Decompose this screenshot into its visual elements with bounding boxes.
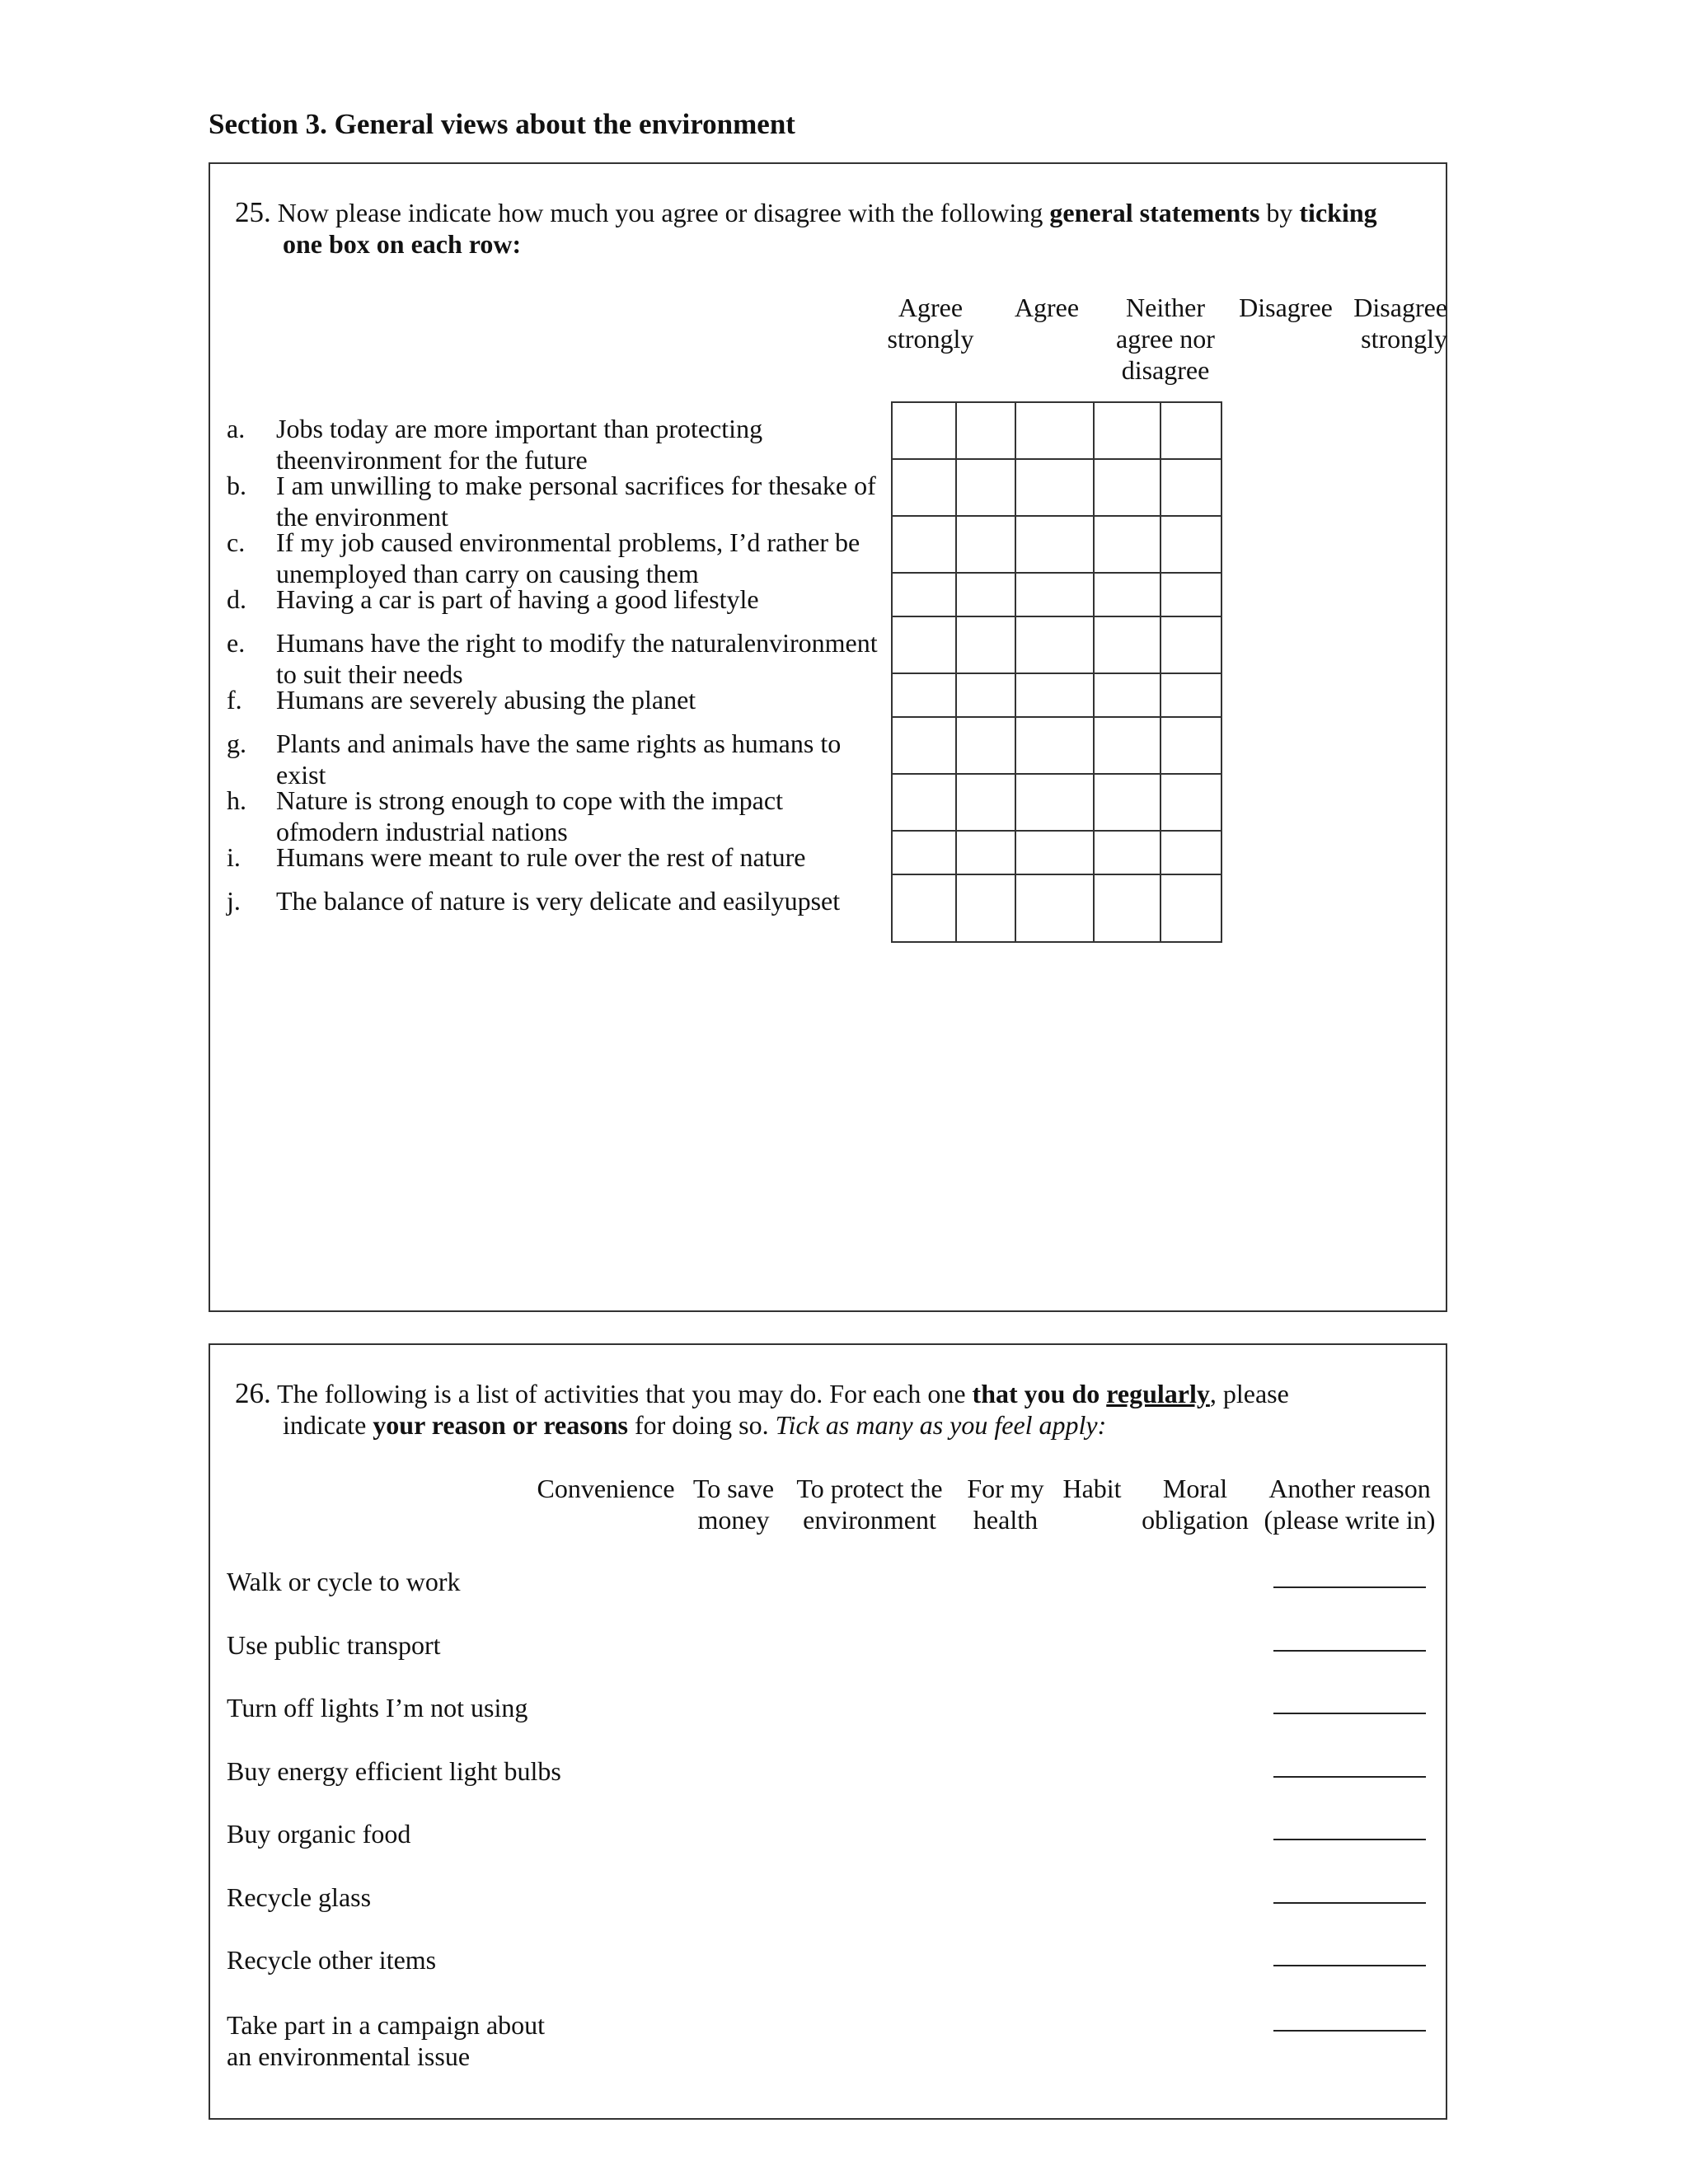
statement-text: Nature is strong enough to cope with the impact ofmodern industrial nations: [276, 785, 783, 846]
activity-label: Buy energy efficient light bulbs: [227, 1756, 561, 1786]
tick-box[interactable]: [1015, 830, 1095, 875]
statement-text: The balance of nature is very delicate and easilyupset: [276, 886, 841, 916]
activity-label: Recycle other items: [227, 1945, 437, 1975]
statement-letter: i.: [227, 842, 241, 872]
tick-box[interactable]: [1160, 773, 1222, 832]
tick-box[interactable]: [891, 830, 957, 875]
tick-box[interactable]: [955, 572, 1016, 617]
statement-text: Plants and animals have the same rights as humans to exist: [276, 729, 842, 790]
activity-label: Turn off lights I’m not using: [227, 1693, 528, 1722]
column-header-neither: Neither agree nor disagree: [1116, 293, 1215, 385]
tick-box[interactable]: [891, 458, 957, 517]
tick-box[interactable]: [1015, 616, 1095, 674]
tick-box[interactable]: [891, 616, 957, 674]
write-in-line[interactable]: [1273, 2030, 1426, 2032]
question-text-bold: one box on each row:: [283, 229, 522, 259]
tick-box[interactable]: [1093, 874, 1161, 943]
tick-box[interactable]: [1160, 673, 1222, 718]
activity-label: Use public transport: [227, 1630, 441, 1660]
question-number: 26.: [235, 1377, 271, 1409]
tick-box[interactable]: [955, 830, 1016, 875]
question-25-box: [209, 162, 1447, 1312]
tick-box[interactable]: [1093, 716, 1161, 775]
tick-box[interactable]: [1093, 572, 1161, 617]
tick-box[interactable]: [1093, 458, 1161, 517]
question-26-text: [235, 1378, 1430, 1441]
question-text-bold: ticking: [1299, 198, 1377, 227]
question-text: Now please indicate how much you agree or disagree with the following: [277, 198, 1050, 227]
question-number: 25.: [235, 196, 271, 228]
tick-box[interactable]: [955, 616, 1016, 674]
tick-box[interactable]: [1093, 616, 1161, 674]
column-header-another-reason: Another reason (please write in): [1264, 1474, 1436, 1535]
statement-letter: h.: [227, 785, 246, 815]
statement-letter: f.: [227, 685, 242, 715]
tick-box[interactable]: [1160, 616, 1222, 674]
statement-text: Having a car is part of having a good lifestyle: [276, 584, 759, 614]
column-header-disagree: Disagree: [1239, 293, 1333, 322]
tick-box[interactable]: [1093, 830, 1161, 875]
statement-text: Humans were meant to rule over the rest of nature: [276, 842, 806, 872]
tick-box[interactable]: [1093, 773, 1161, 832]
tick-box[interactable]: [891, 716, 957, 775]
tick-box[interactable]: [1093, 515, 1161, 574]
activity-label: Buy organic food: [227, 1819, 411, 1849]
tick-box[interactable]: [955, 874, 1016, 943]
tick-box[interactable]: [891, 515, 957, 574]
tick-box[interactable]: [1160, 830, 1222, 875]
tick-box[interactable]: [1093, 401, 1161, 460]
column-header-agree: Agree: [1014, 293, 1080, 322]
tick-box[interactable]: [1015, 673, 1095, 718]
statement-text: Humans have the right to modify the naturalenvironment to suit their needs: [276, 628, 878, 689]
statement-letter: d.: [227, 584, 246, 614]
tick-box[interactable]: [1160, 515, 1222, 574]
activity-label: Recycle glass: [227, 1882, 372, 1912]
statement-letter: j.: [227, 886, 241, 916]
write-in-line[interactable]: [1273, 1902, 1426, 1904]
section-title: Section 3. General views about the environment: [209, 108, 795, 140]
statement-letter: a.: [227, 414, 246, 443]
statement-text: If my job caused environmental problems, I’d rather be unemployed than carry on causing them: [276, 527, 860, 588]
statement-text: I am unwilling to make personal sacrifices for thesake of the environment: [276, 471, 876, 532]
activity-label: Take part in a campaign about an environmental issue: [227, 2010, 546, 2071]
column-header-disagree-strongly: Disagree strongly: [1353, 293, 1447, 354]
tick-box[interactable]: [1015, 401, 1095, 460]
column-header-habit: Habit: [1062, 1474, 1122, 1503]
question-text-bold: your reason or reasons: [373, 1410, 628, 1440]
tick-box[interactable]: [891, 874, 957, 943]
tick-box[interactable]: [955, 515, 1016, 574]
column-header-agree-strongly: Agree strongly: [887, 293, 974, 354]
statement-letter: c.: [227, 527, 246, 557]
question-text-italic: Tick as many as you feel apply:: [775, 1410, 1107, 1440]
question-text: for doing so.: [627, 1410, 776, 1440]
tick-box[interactable]: [1015, 572, 1095, 617]
question-text: by: [1259, 198, 1300, 227]
write-in-line[interactable]: [1273, 1776, 1426, 1778]
column-header-protect-environment: To protect the environment: [796, 1474, 943, 1535]
tick-box[interactable]: [955, 673, 1016, 718]
question-text-bold: general statements: [1049, 198, 1260, 227]
column-header-moral-obligation: Moral obligation: [1142, 1474, 1249, 1535]
write-in-line[interactable]: [1273, 1713, 1426, 1714]
tick-box[interactable]: [891, 401, 957, 460]
question-text: The following is a list of activities that you may do. For each one: [277, 1379, 973, 1408]
question-text: , please: [1209, 1379, 1289, 1408]
tick-box[interactable]: [1093, 673, 1161, 718]
write-in-line[interactable]: [1273, 1839, 1426, 1840]
column-header-save-money: To save money: [692, 1474, 775, 1535]
tick-box[interactable]: [1015, 458, 1095, 517]
activity-label: Walk or cycle to work: [227, 1567, 461, 1596]
tick-box[interactable]: [955, 716, 1016, 775]
tick-box[interactable]: [1160, 874, 1222, 943]
tick-box[interactable]: [1160, 401, 1222, 460]
tick-box[interactable]: [1160, 458, 1222, 517]
write-in-line[interactable]: [1273, 1586, 1426, 1588]
tick-box[interactable]: [1015, 773, 1095, 832]
tick-box[interactable]: [891, 572, 957, 617]
tick-box[interactable]: [891, 673, 957, 718]
tick-box[interactable]: [1015, 716, 1095, 775]
tick-box[interactable]: [1015, 874, 1095, 943]
statement-letter: g.: [227, 729, 246, 758]
tick-box[interactable]: [955, 401, 1016, 460]
question-26-box: [209, 1343, 1447, 2120]
column-header-convenience: Convenience: [537, 1474, 675, 1503]
tick-box[interactable]: [891, 773, 957, 832]
column-header-health: For my health: [967, 1474, 1044, 1535]
question-text-bold: that you do: [972, 1379, 1107, 1408]
statement-text: Humans are severely abusing the planet: [276, 685, 696, 715]
question-text-underlined: regularly: [1106, 1379, 1210, 1408]
write-in-line[interactable]: [1273, 1650, 1426, 1652]
statement-letter: e.: [227, 628, 246, 658]
tick-box[interactable]: [955, 773, 1016, 832]
write-in-line[interactable]: [1273, 1965, 1426, 1966]
tick-box[interactable]: [1160, 716, 1222, 775]
tick-box[interactable]: [1015, 515, 1095, 574]
statement-text: Jobs today are more important than protecting theenvironment for the future: [276, 414, 763, 475]
statement-letter: b.: [227, 471, 246, 500]
question-text: indicate: [283, 1410, 373, 1440]
question-25-text: [235, 197, 1430, 260]
tick-box[interactable]: [955, 458, 1016, 517]
tick-box[interactable]: [1160, 572, 1222, 617]
